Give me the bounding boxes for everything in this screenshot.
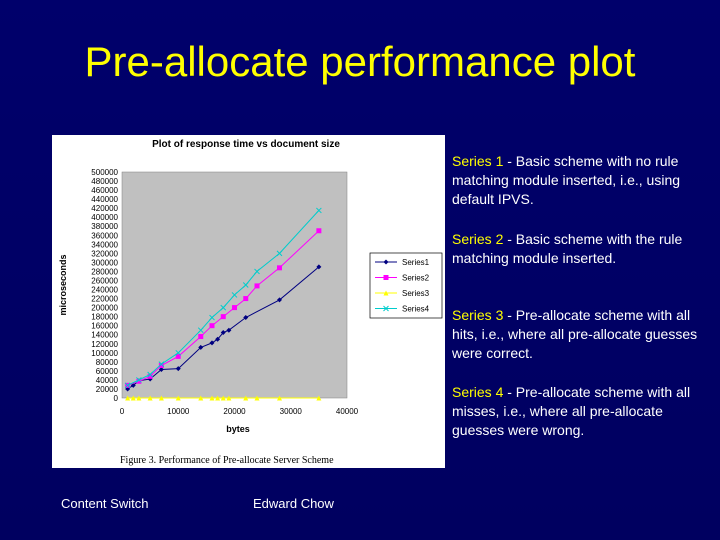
- legend-swatch-marker: [384, 275, 389, 280]
- series-4-description: [452, 383, 702, 440]
- y-tick-label: 400000: [91, 213, 118, 223]
- series-1-description: [452, 152, 702, 209]
- x-tick-label: 30000: [279, 407, 302, 416]
- figure-caption: Figure 3. Performance of Pre-allocate Server Scheme: [120, 455, 334, 466]
- y-tick-label: 360000: [91, 231, 118, 241]
- chart-title: Plot of response time vs document size: [152, 139, 340, 150]
- data-point: [198, 334, 203, 339]
- y-tick-label: 100000: [91, 348, 118, 358]
- y-tick-label: 80000: [95, 357, 118, 367]
- x-tick-label: 40000: [335, 407, 359, 416]
- series-2-name: Series 2: [452, 231, 504, 247]
- y-tick-label: 180000: [91, 312, 118, 322]
- y-tick-label: 240000: [91, 285, 118, 295]
- y-tick-label: 120000: [91, 339, 118, 349]
- y-tick-label: 300000: [91, 258, 118, 268]
- data-point: [277, 265, 282, 270]
- y-tick-label: 320000: [91, 249, 118, 259]
- data-point: [255, 283, 260, 288]
- x-tick-label: 10000: [167, 407, 190, 416]
- data-point: [232, 305, 237, 310]
- legend: [370, 253, 442, 318]
- series-3-name: Series 3: [452, 307, 504, 323]
- slide-title: Pre-allocate performance plot: [84, 38, 636, 85]
- y-tick-label: 280000: [91, 267, 118, 277]
- y-tick-label: 0: [113, 394, 118, 403]
- legend-label: Series3: [402, 289, 430, 298]
- legend-label: Series2: [402, 273, 430, 283]
- y-tick-label: 420000: [91, 204, 118, 214]
- legend-label: Series1: [402, 258, 430, 267]
- series-2-description: [452, 230, 702, 268]
- y-tick-label: 40000: [95, 375, 118, 385]
- y-axis: [91, 168, 118, 403]
- series-1-text: - Basic scheme with no rule matching module inserted, i.e., using default IPVS.: [452, 153, 681, 207]
- series-3-text: - Pre-allocate scheme with all hits, i.e., where all pre-allocate guesses were correct.: [452, 307, 698, 361]
- y-axis-label: microseconds: [58, 254, 68, 316]
- footer-author: Edward Chow: [253, 496, 334, 511]
- y-tick-label: 340000: [91, 240, 118, 250]
- y-tick-label: 220000: [91, 294, 118, 304]
- y-tick-label: 460000: [91, 186, 118, 196]
- legend-label: Series4: [402, 304, 430, 314]
- y-tick-label: 480000: [91, 177, 118, 187]
- y-tick-label: 440000: [91, 195, 118, 205]
- y-tick-label: 380000: [91, 222, 118, 232]
- series-1-name: Series 1: [452, 153, 504, 169]
- y-tick-label: 500000: [91, 168, 118, 177]
- y-tick-label: 20000: [95, 384, 118, 394]
- data-point: [221, 314, 226, 319]
- series-2-text: - Basic scheme with the rule matching module inserted.: [452, 231, 683, 266]
- y-tick-label: 260000: [91, 276, 118, 286]
- data-point: [210, 323, 215, 328]
- y-tick-label: 140000: [91, 330, 118, 340]
- chart-figure: [52, 135, 445, 468]
- x-tick-label: 20000: [223, 407, 246, 416]
- series-3-description: [452, 306, 702, 363]
- footer-left: Content Switch: [61, 496, 149, 511]
- y-tick-label: 60000: [95, 366, 118, 376]
- y-tick-label: 160000: [91, 321, 118, 331]
- data-point: [243, 296, 248, 301]
- series-4-name: Series 4: [452, 384, 504, 400]
- data-point: [316, 228, 321, 233]
- series-4-text: - Pre-allocate scheme with all misses, i.e., where all pre-allocate guesses were wrong.: [452, 384, 691, 438]
- x-tick-label: 0: [119, 407, 125, 416]
- line-chart: [52, 135, 445, 468]
- x-axis-label: bytes: [226, 424, 250, 434]
- y-tick-label: 200000: [91, 303, 118, 313]
- plot-area: [122, 172, 347, 398]
